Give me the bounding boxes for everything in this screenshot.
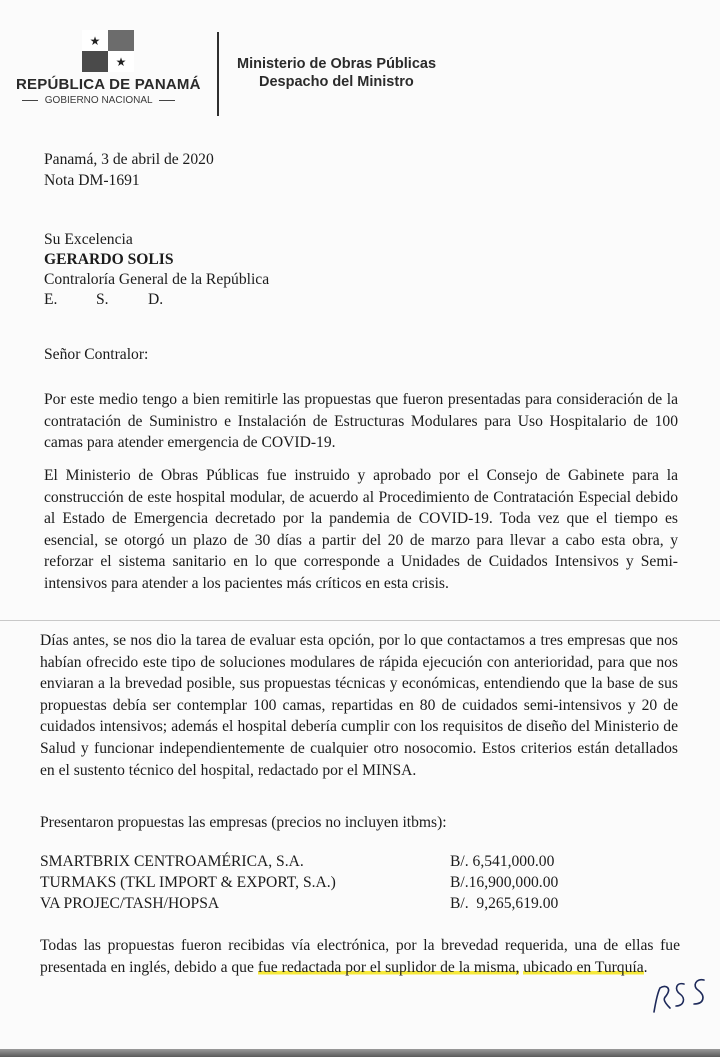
handwritten-initials-signature [650,970,714,1020]
company-name: SMARTBRIX CENTROAMÉRICA, S.A. [40,853,304,870]
place-date: Panamá, 3 de abril de 2020 [44,151,214,168]
paragraph-2: El Ministerio de Obras Públicas fue instruido y aprobado por el Consejo de Gabinete para la construcción de este hospital modular, de acuerdo al Procedimiento de Contratación Especial debido al Estado de Emergencia decretado por la pandemia de COVID-19. Toda vez que el tiempo es esencial, se otorgó un plazo de 30 días a partir del 20 de marzo para llevar a cabo esta obra, y reforzar el sistema sanitario en lo que corresponde a Unidades de Cuidados Intensivos y Semi-intensivos para atender a los pacientes más críticos en esta crisis. [44,467,678,592]
letterhead [0,0,720,120]
header-divider [217,32,219,116]
esd-d: D. [148,291,164,308]
companies-list [40,852,600,915]
recipient-title: Su Excelencia [44,231,133,248]
paragraph-4: Presentaron propuestas las empresas (precios no incluyen itbms): [40,814,447,831]
list-item [40,852,600,873]
recipient-institution: Contraloría General de la República [44,271,270,288]
note-number: Nota DM-1691 [44,172,140,189]
company-name: VA PROJEC/TASH/HOPSA [40,895,220,912]
paragraph-5-end: . [643,958,648,976]
panama-flag-icon [82,30,134,72]
page-fold-line [0,620,720,621]
highlighted-text-2: ubicado en Turquía [523,958,644,976]
greeting: Señor Contralor: [44,346,149,363]
company-price: B/.16,900,000.00 [450,874,559,891]
esd-line [44,290,163,310]
recipient-name: GERARDO SOLIS [44,251,174,268]
office-name: Despacho del Ministro [259,74,414,90]
esd-s: S. [96,291,109,308]
company-name: TURMAKS (TKL IMPORT & EXPORT, S.A.) [40,874,336,891]
paragraph-3: Días antes, se nos dio la tarea de evaluar esta opción, por lo que contactamos a tres empresas que nos habían ofrecido este tipo de soluciones modulares de rápida ejecución con anterioridad, para que nos enviaran a la brevedad posible, sus propuestas técnicas y económicas, entendiendo que la base de sus propuestas debía ser contemplar 100 camas, repartidas en 80 de cuidados semi-intensivos y 20 de cuidados intensivos; además el hospital debería cumplir con los requisitos de diseño del Ministerio de Salud y funcionar independientemente de cualquier otro nosocomio. Estos criterios están detallados en el sustento técnico del hospital, redactado por el MINSA. [40,632,678,779]
paragraph-5-text: Todas las propuestas fueron recibidas vía electrónica, por la brevedad requerida, una de ellas fue presentada en inglés, debido a que [40,937,680,976]
government-label: GOBIERNO NACIONAL [22,95,175,106]
paragraph-5 [40,935,680,978]
svg-text:★: ★ [115,55,127,69]
highlighted-text-1: fue redactada por el suplidor de la misma, [257,958,520,976]
company-price: B/. 6,541,000.00 [450,853,555,870]
country-name: REPÚBLICA DE PANAMÁ [16,76,201,93]
company-price: B/. 9,265,619.00 [450,895,559,912]
list-item [40,873,600,894]
svg-text:★: ★ [89,34,101,48]
ministry-name: Ministerio de Obras Públicas [237,56,437,72]
list-item [40,894,600,915]
scan-bottom-edge [0,1049,720,1057]
paragraph-1: Por este medio tengo a bien remitirle las propuestas que fueron presentadas para consideración de la contratación de Suministro e Instalación de Estructuras Modulares para Uso Hospitalario de 100 camas para atender emergencia de COVID-19. [44,391,678,452]
esd-e: E. [44,291,58,308]
